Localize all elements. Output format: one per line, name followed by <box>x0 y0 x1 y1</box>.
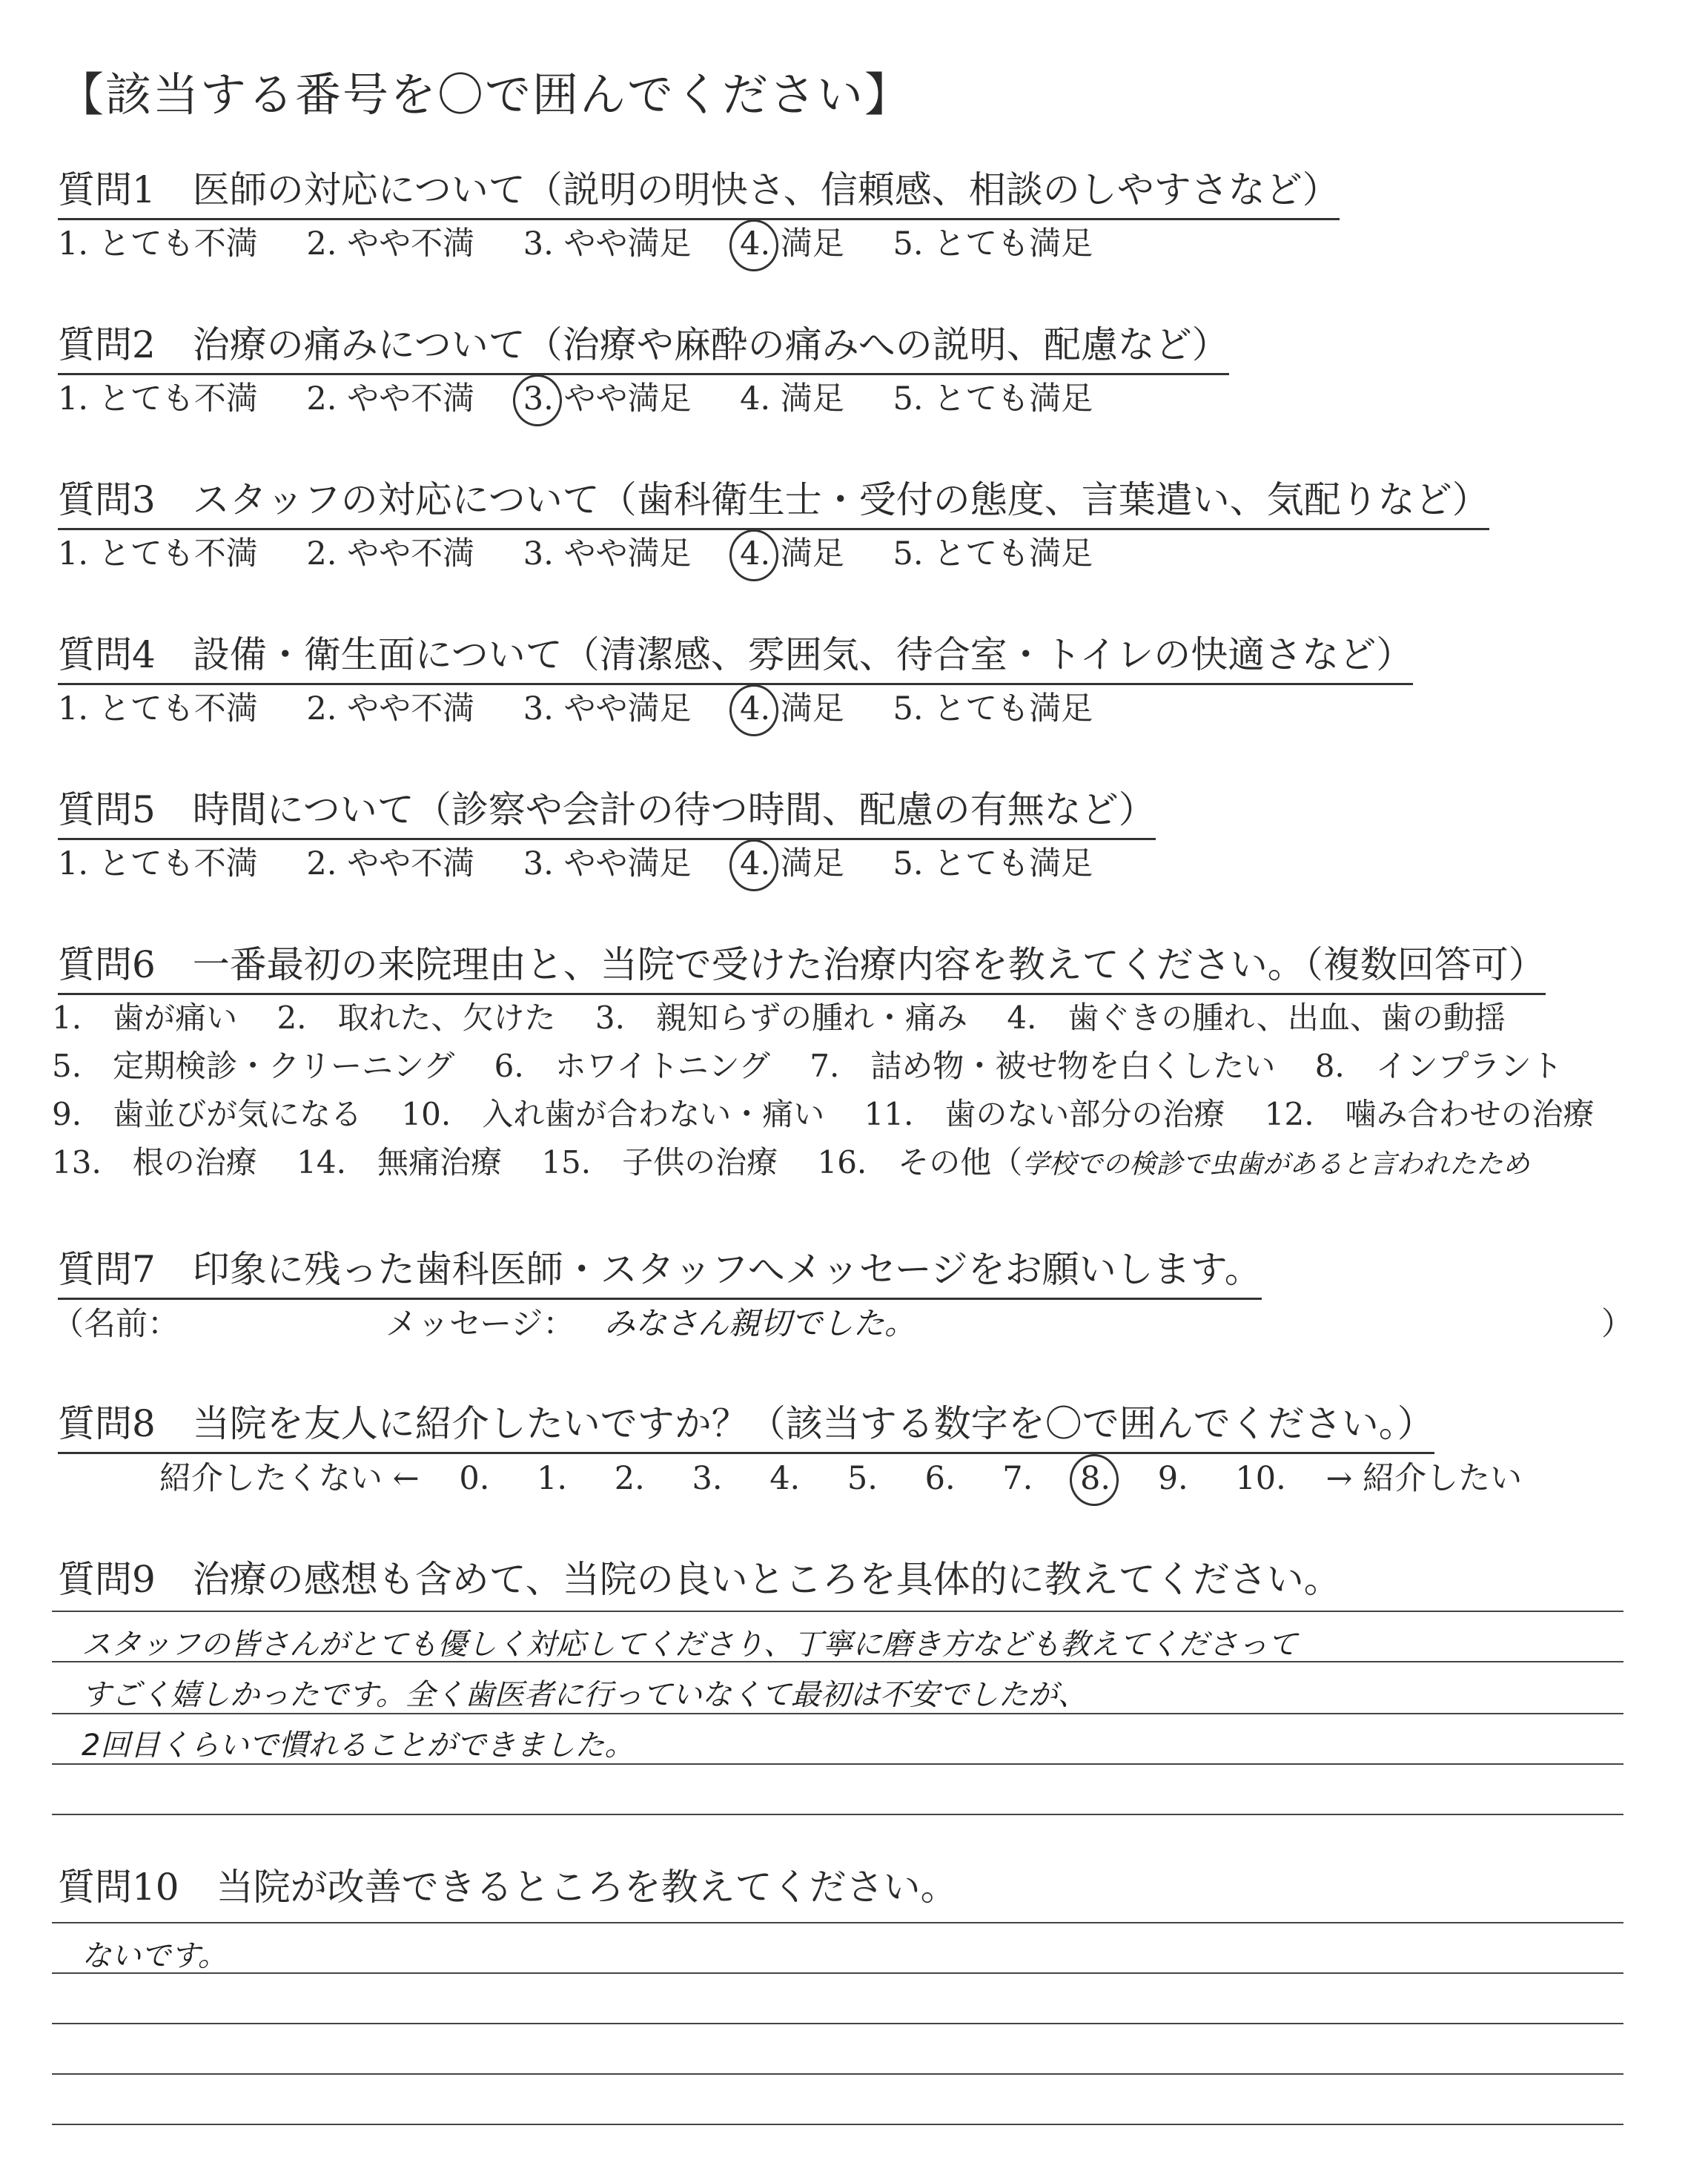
question-4-options <box>58 684 1131 729</box>
q8-option-6[interactable]: 6. <box>924 1460 956 1497</box>
option-3[interactable]: 3. やや満足 <box>523 845 692 882</box>
q6-item-13[interactable]: 13. 根の治療 <box>52 1144 257 1180</box>
q9-answer-line-1[interactable]: スタッフの皆さんがとても優しく対応してくださり、丁寧に磨き方なども教えてくださって <box>82 1628 1297 1662</box>
question-3-options <box>58 529 1131 574</box>
option-2[interactable]: 2. やや不満 <box>306 535 475 572</box>
q8-option-10[interactable]: 10. <box>1235 1460 1286 1497</box>
option-4-selected[interactable]: 4. 満足 <box>740 535 844 572</box>
q6-item-5[interactable]: 5. 定期検診・クリーニング <box>52 1048 455 1084</box>
q6-item-1[interactable]: 1. 歯が痛い <box>52 1000 238 1036</box>
q7-message-handwritten[interactable]: みなさん親切でした。 <box>604 1305 916 1341</box>
q8-option-7[interactable]: 7. <box>1002 1460 1033 1497</box>
question-4-title: 質問4 設備・衛生面について（清潔感、雰囲気、待合室・トイレの快適さなど） <box>58 625 1413 685</box>
q9-rule-2 <box>52 1661 1623 1662</box>
question-8-title: 質問8 当院を友人に紹介したいですか？（該当する数字を〇で囲んでください。） <box>58 1394 1434 1454</box>
q10-rule-2 <box>52 1972 1623 1974</box>
question-1-options <box>58 219 1131 264</box>
form-header: 【該当する番号を〇で囲んでください】 <box>58 67 913 122</box>
option-2[interactable]: 2. やや不満 <box>306 845 475 882</box>
question-10-title: 質問10 当院が改善できるところを教えてください。 <box>58 1866 958 1909</box>
q10-rule-5 <box>52 2124 1623 2125</box>
q7-name-label: （名前： <box>52 1306 179 1343</box>
question-7-title: 質問7 印象に残った歯科医師・スタッフへメッセージをお願いします。 <box>58 1240 1262 1300</box>
q8-option-1[interactable]: 1. <box>537 1460 568 1497</box>
option-3[interactable]: 3. やや満足 <box>523 690 692 727</box>
q6-item-4[interactable]: 4. 歯ぐきの腫れ、出血、歯の動揺 <box>1007 1000 1506 1036</box>
option-1[interactable]: 1. とても不満 <box>58 535 258 572</box>
option-2[interactable]: 2. やや不満 <box>306 690 475 727</box>
question-9-title: 質問9 治療の感想も含めて、当院の良いところを具体的に教えてください。 <box>58 1558 1341 1601</box>
option-3-selected[interactable]: 3. やや満足 <box>523 380 692 417</box>
q10-rule-1 <box>52 1922 1623 1923</box>
q6-row-4 <box>52 1138 1529 1183</box>
q8-option-5[interactable]: 5. <box>847 1460 878 1497</box>
q6-item-10[interactable]: 10. 入れ歯が合わない・痛い <box>401 1096 825 1132</box>
option-5[interactable]: 5. とても満足 <box>893 535 1093 572</box>
q9-answer-line-2[interactable]: すごく嬉しかったです。全く歯医者に行っていなくて最初は不安でしたが、 <box>82 1678 1088 1712</box>
question-2-title: 質問2 治療の痛みについて（治療や麻酔の痛みへの説明、配慮など） <box>58 315 1229 375</box>
option-4-selected[interactable]: 4. 満足 <box>740 225 844 262</box>
q8-option-9[interactable]: 9. <box>1157 1460 1188 1497</box>
option-4[interactable]: 4. 満足 <box>740 380 844 417</box>
q6-other-handwritten: 学校での検診で虫歯があると言われたため <box>1022 1149 1530 1180</box>
question-2-options <box>58 374 1131 419</box>
option-5[interactable]: 5. とても満足 <box>893 690 1093 727</box>
q6-item-7[interactable]: 7. 詰め物・被せ物を白くしたい <box>810 1048 1276 1084</box>
question-5-options <box>58 839 1131 884</box>
option-5[interactable]: 5. とても満足 <box>893 380 1093 417</box>
option-3[interactable]: 3. やや満足 <box>523 535 692 572</box>
q8-option-0[interactable]: 0. <box>459 1460 490 1497</box>
q8-right-label: → 紹介したい <box>1325 1460 1523 1497</box>
option-1[interactable]: 1. とても不満 <box>58 845 258 882</box>
q6-item-11[interactable]: 11. 歯のない部分の治療 <box>864 1096 1225 1132</box>
q6-item-3[interactable]: 3. 親知らずの腫れ・痛み <box>595 1000 967 1036</box>
q6-row-3 <box>52 1090 1624 1135</box>
question-6-title: 質問6 一番最初の来院理由と、当院で受けた治療内容を教えてください。（複数回答可） <box>58 935 1546 995</box>
q6-item-12[interactable]: 12. 噛み合わせの治療 <box>1264 1096 1595 1132</box>
q6-item-16[interactable]: 16. その他（ <box>817 1144 1023 1180</box>
option-1[interactable]: 1. とても不満 <box>58 380 258 417</box>
question-5-title: 質問5 時間について（診察や会計の待つ時間、配慮の有無など） <box>58 780 1156 840</box>
q10-answer[interactable]: ないです。 <box>82 1939 228 1973</box>
q7-message-label: メッセージ： <box>385 1306 575 1343</box>
q8-option-4[interactable]: 4. <box>769 1460 801 1497</box>
q8-option-2[interactable]: 2. <box>614 1460 645 1497</box>
option-1[interactable]: 1. とても不満 <box>58 225 258 262</box>
option-1[interactable]: 1. とても不満 <box>58 690 258 727</box>
option-3[interactable]: 3. やや満足 <box>523 225 692 262</box>
option-4-selected[interactable]: 4. 満足 <box>740 690 844 727</box>
q6-row-1 <box>52 994 1535 1038</box>
q10-rule-4 <box>52 2073 1623 2075</box>
q9-rule-5 <box>52 1814 1623 1815</box>
q8-left-label: 紹介したくない ← <box>159 1460 420 1497</box>
q6-row-2 <box>52 1042 1592 1086</box>
q7-close-paren: ） <box>1601 1306 1633 1343</box>
q6-item-15[interactable]: 15. 子供の治療 <box>541 1144 778 1180</box>
q9-rule-1 <box>52 1611 1623 1612</box>
q9-rule-3 <box>52 1713 1623 1714</box>
q6-item-9[interactable]: 9. 歯並びが気になる <box>52 1096 363 1132</box>
option-2[interactable]: 2. やや不満 <box>306 225 475 262</box>
q8-option-3[interactable]: 3. <box>692 1460 723 1497</box>
option-5[interactable]: 5. とても満足 <box>893 845 1093 882</box>
question-3-title: 質問3 スタッフの対応について（歯科衛生士・受付の態度、言葉遣い、気配りなど） <box>58 470 1489 530</box>
option-4-selected[interactable]: 4. 満足 <box>740 845 844 882</box>
q6-item-2[interactable]: 2. 取れた、欠けた <box>277 1000 556 1036</box>
q6-item-14[interactable]: 14. 無痛治療 <box>297 1144 502 1180</box>
q6-item-6[interactable]: 6. ホワイトニング <box>494 1048 770 1084</box>
q9-rule-4 <box>52 1763 1623 1765</box>
q8-option-8-selected[interactable]: 8. <box>1080 1460 1111 1497</box>
q9-answer-line-3[interactable]: 2回目くらいで慣れることができました。 <box>82 1728 635 1763</box>
q6-item-8[interactable]: 8. インプラント <box>1314 1048 1563 1084</box>
q10-rule-3 <box>52 2023 1623 2024</box>
option-2[interactable]: 2. やや不満 <box>306 380 475 417</box>
question-1-title: 質問1 医師の対応について（説明の明快さ、信頼感、相談のしやすさなど） <box>58 160 1340 220</box>
option-5[interactable]: 5. とても満足 <box>893 225 1093 262</box>
q8-scale-row <box>159 1453 1522 1499</box>
